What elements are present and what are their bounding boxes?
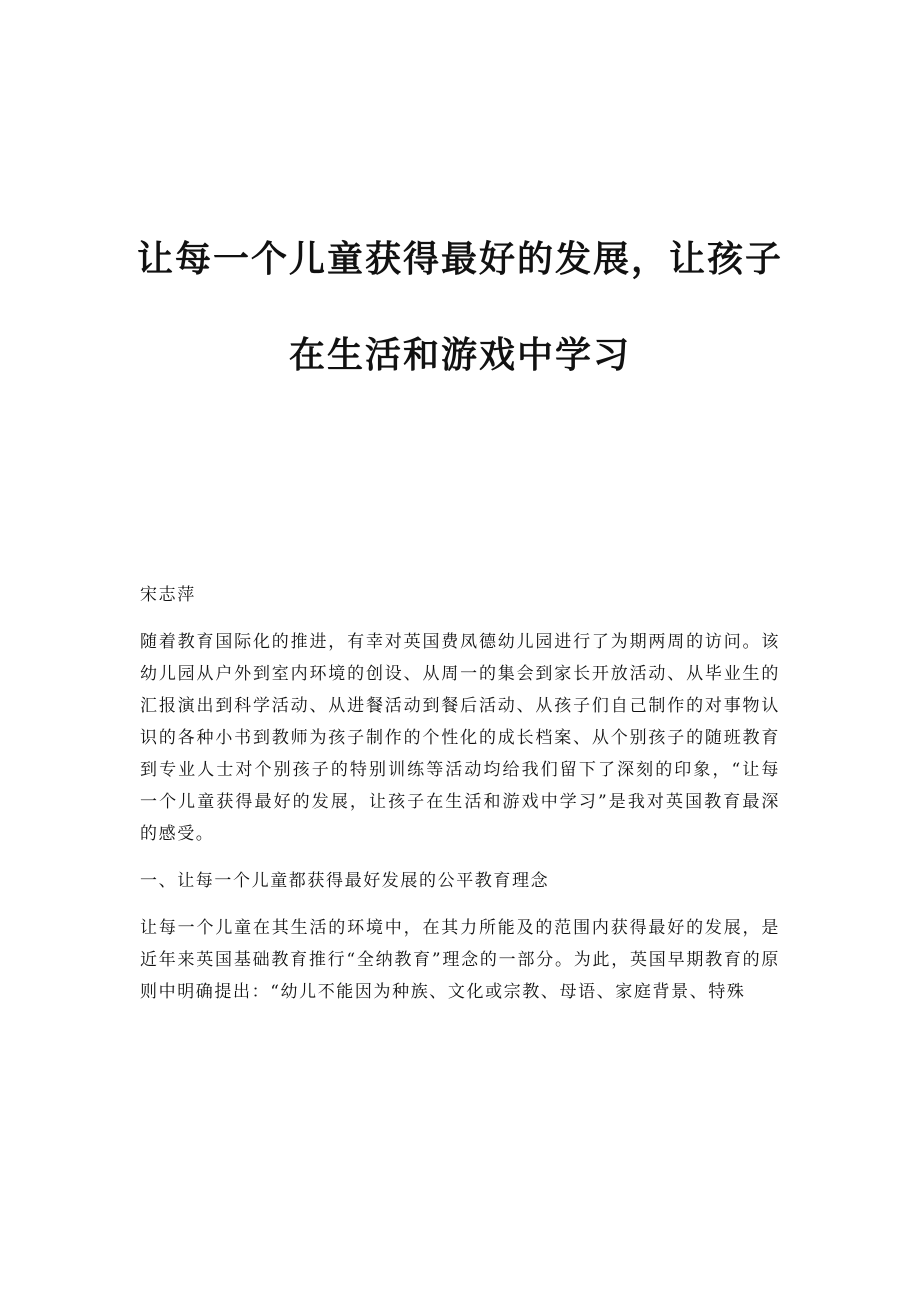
body-paragraph: 让每一个儿童在其生活的环境中，在其力所能及的范围内获得最好的发展，是近年来英国基础教育推行“全纳教育”理念的一部分。为此，英国早期教育的原则中明确提出：“幼儿不能因为种族、文化或宗教、母语、家庭背景、特殊 <box>140 918 780 1002</box>
document-body <box>140 578 780 1022</box>
section-heading: 一、让每一个儿童都获得最好发展的公平教育理念 <box>140 871 550 891</box>
title-line-1: 让每一个儿童获得最好的发展，让孩子 <box>136 239 783 280</box>
author-name: 宋志萍 <box>140 585 196 605</box>
intro-paragraph: 随着教育国际化的推进，有幸对英国费凤德幼儿园进行了为期两周的访问。该幼儿园从户外到室内环境的创设、从周一的集会到家长开放活动、从毕业生的汇报演出到科学活动、从进餐活动到餐后活动、从孩子们自己制作的对事物认识的各种小书到教师为孩子制作的个性化的成长档案、从个别孩子的随班教育到专业人士对个别孩子的特别训练等活动均给我们留下了深刻的印象，“让每一个儿童获得最好的发展，让孩子在生活和游戏中学习”是我对英国教育最深的感受。 <box>140 632 780 844</box>
document-title <box>0 212 920 404</box>
title-line-2: 在生活和游戏中学习 <box>288 335 631 376</box>
